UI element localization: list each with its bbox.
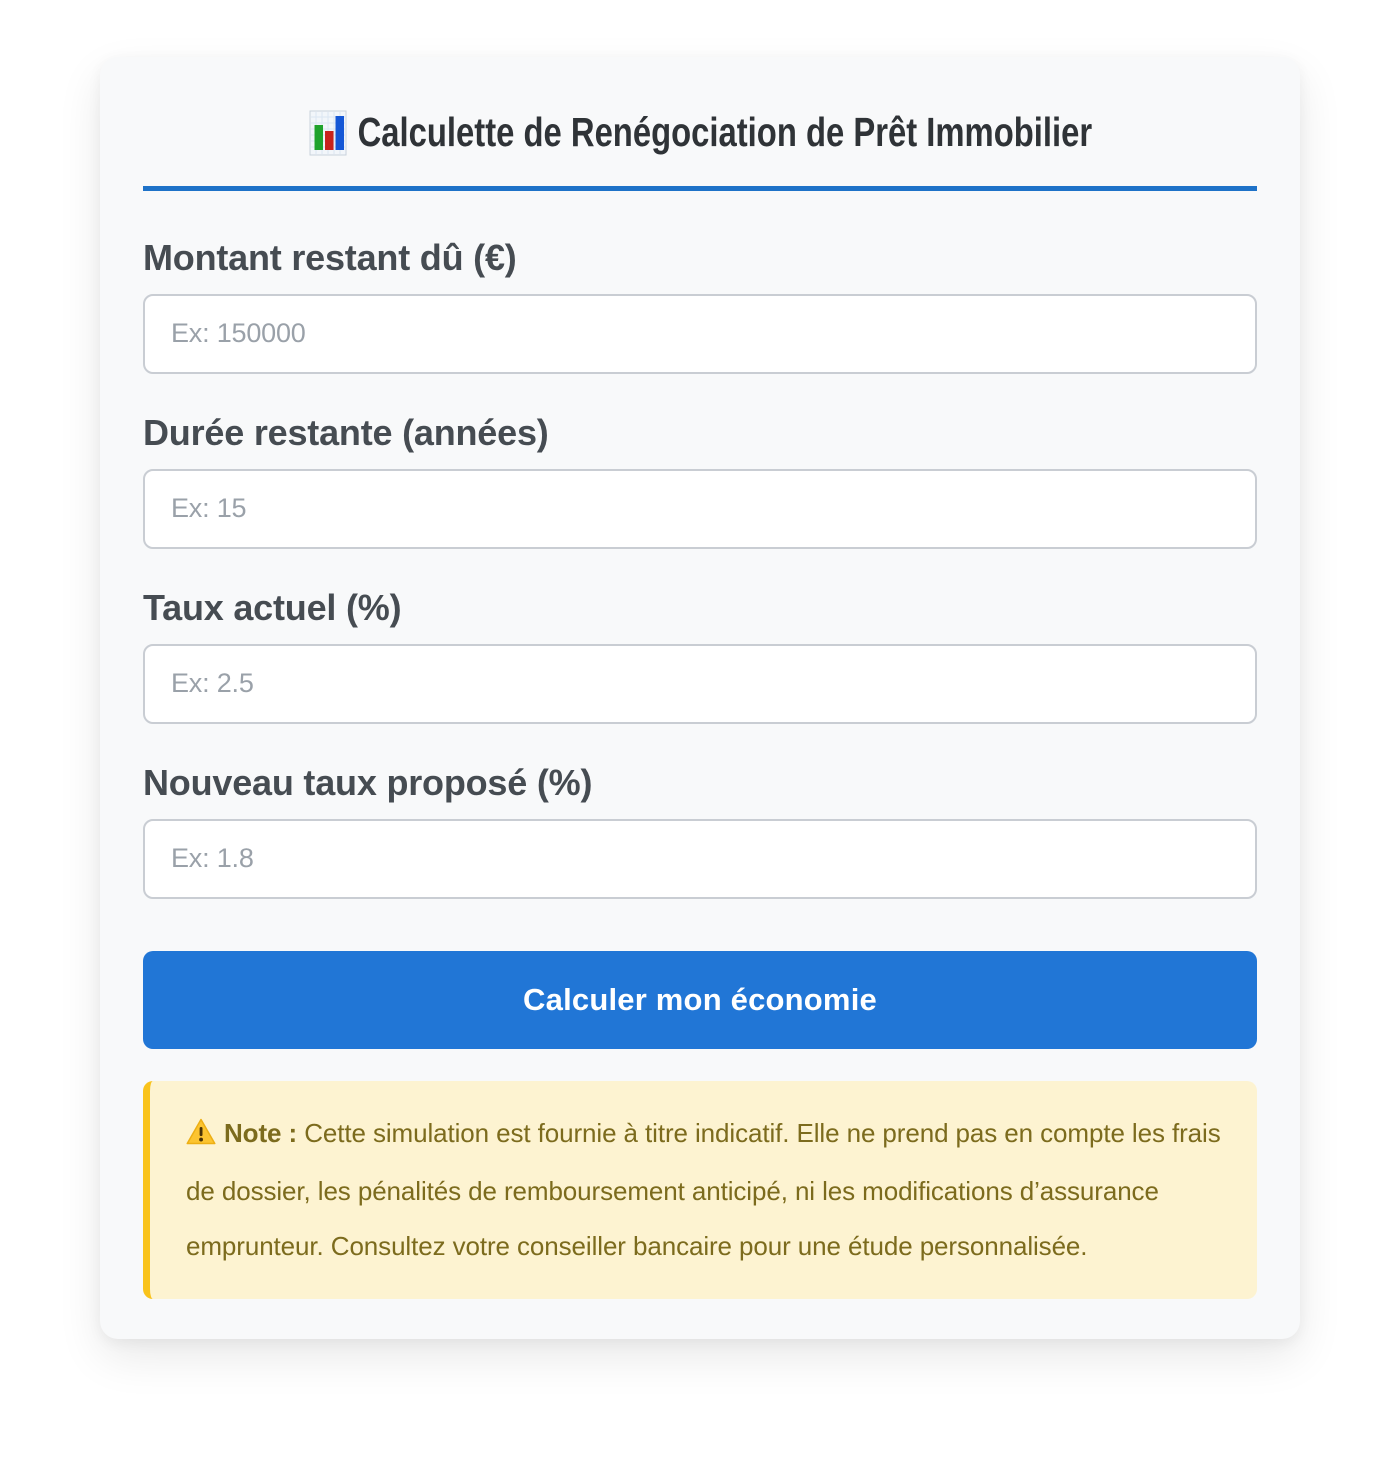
calculate-button[interactable]: Calculer mon économie <box>143 951 1257 1049</box>
montant-label: Montant restant dû (€) <box>143 236 517 278</box>
nouveau-taux-label: Nouveau taux proposé (%) <box>143 761 593 803</box>
page-title-text: Calculette de Renégociation de Prêt Immobilier <box>357 109 1093 155</box>
title-divider <box>143 186 1257 191</box>
montant-input[interactable] <box>143 294 1257 374</box>
note-box <box>143 1081 1257 1299</box>
duree-label: Durée restante (années) <box>143 411 549 453</box>
page-title <box>143 107 1257 170</box>
nouveau-taux-input[interactable] <box>143 819 1257 899</box>
note-label: Note : <box>224 1117 298 1148</box>
note-text: Cette simulation est fournie à titre indicatif. Elle ne prend pas en compte les frais de dossier, les pénalités de remboursement anticipé, ni les modifications d’assurance emprunteur. Consultez votre conseiller bancaire pour une étude personnalisée. <box>186 1117 1221 1262</box>
duree-input[interactable] <box>143 469 1257 549</box>
calculator-card <box>100 57 1300 1339</box>
warning-icon <box>186 1110 216 1165</box>
taux-actuel-input[interactable] <box>143 644 1257 724</box>
taux-actuel-label: Taux actuel (%) <box>143 586 402 628</box>
bar-chart-icon <box>303 108 353 158</box>
renegotiation-form <box>143 237 1257 1049</box>
